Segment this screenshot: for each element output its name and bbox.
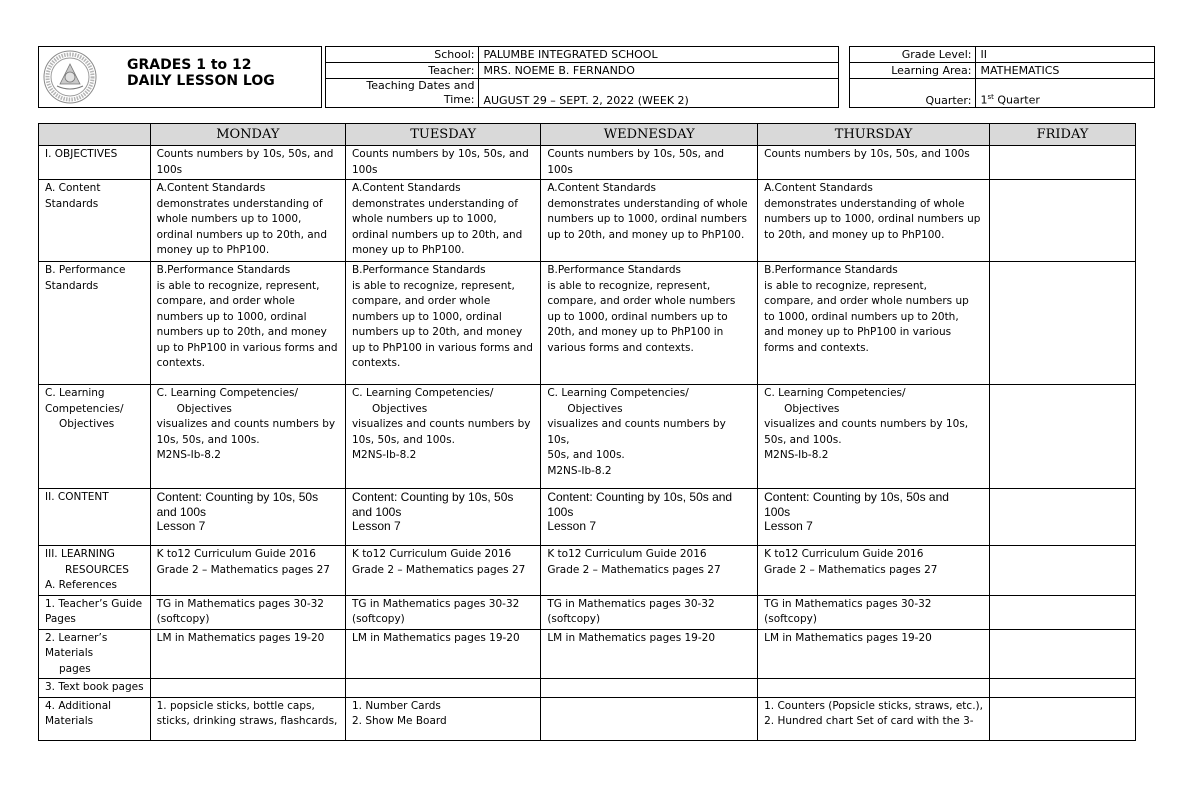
label-line: A. References: [45, 579, 118, 591]
row-label: I. OBJECTIVES: [39, 146, 151, 180]
grade-level-label: Grade Level:: [849, 47, 976, 63]
friday-cell: [989, 697, 1135, 740]
cell-line: ordinal numbers up to 20th, and: [351, 228, 523, 241]
lesson-table: [38, 123, 1136, 741]
wednesday-cell: LM in Mathematics pages 19-20: [541, 629, 758, 679]
cell-line: to 1000, ordinal numbers up to 20th,: [764, 310, 959, 323]
cell-heading: B.Performance Standards: [547, 264, 681, 276]
cell-line: 1. Counters (Popsicle sticks, straws, etc.),: [764, 699, 983, 712]
cell-line: 50s, and 100s.: [764, 433, 842, 446]
label-line: 2. Learner’s: [45, 631, 108, 644]
teaching-dates-label-line-1: Teaching Dates and: [366, 79, 475, 92]
tuesday-cell: [345, 180, 540, 262]
cell-line: Content: Counting by 10s, 50s and: [547, 490, 733, 504]
cell-line: 1. Number Cards: [351, 699, 441, 712]
friday-cell: [989, 146, 1135, 180]
cell-line: visualizes and counts numbers by 10s,: [547, 418, 726, 446]
cell-line: Content: Counting by 10s, 50s: [351, 490, 514, 504]
thursday-cell: LM in Mathematics pages 19-20: [758, 629, 990, 679]
label-line: Materials: [45, 715, 94, 727]
cell-line: Lesson 7: [547, 519, 597, 533]
corner-cell: [39, 124, 151, 146]
monday-cell: [150, 697, 345, 740]
wednesday-cell: [541, 546, 758, 596]
cell-line: Grade 2 – Mathematics pages 27: [351, 563, 526, 576]
tuesday-cell: [345, 595, 540, 629]
quarter-number: 1: [980, 94, 988, 107]
row-label: [39, 629, 151, 679]
row-label: [39, 180, 151, 262]
cell-line: 10s, 50s, and 100s.: [351, 433, 455, 446]
cell-line: compare, and order whole: [351, 295, 491, 307]
monday-cell: [150, 385, 345, 489]
quarter-word: Quarter: [993, 94, 1040, 107]
cell-line: numbers up to 20th, and money: [351, 326, 523, 338]
cell-heading: A.Content Standards: [547, 182, 656, 194]
cell-line: 100s: [351, 163, 378, 176]
tuesday-cell: [345, 679, 540, 698]
cell-line: forms and contexts.: [764, 341, 869, 354]
wednesday-cell: [541, 262, 758, 385]
teaching-dates-value: AUGUST 29 – SEPT. 2, 2022 (WEEK 2): [479, 79, 838, 108]
label-line: C. Learning: [45, 387, 105, 399]
cell-line: numbers up to 1000, ordinal numbers up: [764, 213, 981, 225]
cell-line: Counts numbers by 10s, 50s, and: [351, 148, 529, 160]
tuesday-cell: LM in Mathematics pages 19-20: [345, 629, 540, 679]
competencies-row: [39, 385, 1136, 489]
cell-line: contexts.: [156, 357, 206, 369]
wednesday-cell: [541, 180, 758, 262]
wednesday-cell: [541, 595, 758, 629]
header-gap: [838, 63, 849, 79]
label-line: pages: [59, 662, 91, 675]
header-gap: [838, 47, 849, 63]
row-label: [39, 262, 151, 385]
cell-line: compare, and order whole numbers: [547, 295, 736, 307]
cell-line: numbers up to 20th, and money: [156, 326, 327, 338]
quarter-suffix: st: [987, 93, 994, 102]
cell-line: Grade 2 – Mathematics pages 27: [547, 563, 721, 576]
cell-line: (softcopy): [351, 613, 405, 625]
cell-line: 2. Show Me Board: [351, 715, 447, 727]
title-line-1: GRADES 1 to 12: [127, 57, 252, 73]
cell-line: Lesson 7: [351, 519, 401, 533]
cell-line: M2NS-Ib-8.2: [156, 449, 221, 461]
cell-line: 10s, 50s, and 100s.: [156, 433, 260, 446]
cell-line: (softcopy): [764, 613, 817, 625]
cell-heading: C. Learning Competencies/: [156, 387, 299, 399]
day-header-thursday: THURSDAY: [758, 124, 990, 146]
cell-line: money up to PhP100.: [156, 244, 270, 256]
resources-row: [39, 546, 1136, 596]
cell-line: compare, and order whole: [156, 295, 295, 307]
row-label: [39, 697, 151, 740]
thursday-cell: [758, 262, 990, 385]
monday-cell: [150, 489, 345, 546]
cell-line: compare, and order whole numbers up: [764, 295, 969, 307]
cell-heading: A.Content Standards: [764, 182, 873, 194]
cell-line: up to PhP100 in various forms and: [156, 341, 338, 354]
label-line: III. LEARNING: [45, 548, 115, 560]
friday-cell: [989, 679, 1135, 698]
thursday-cell: [758, 595, 990, 629]
cell-line: is able to recognize, represent,: [547, 279, 711, 292]
cell-heading: C. Learning Competencies/: [764, 387, 906, 399]
thursday-cell: Counts numbers by 10s, 50s, and 100s: [758, 146, 990, 180]
cell-heading: A.Content Standards: [156, 182, 266, 194]
cell-heading: B.Performance Standards: [351, 264, 486, 276]
friday-cell: [989, 629, 1135, 679]
cell-line: TG in Mathematics pages 30-32: [547, 597, 715, 610]
tuesday-cell: [345, 546, 540, 596]
thursday-cell: [758, 546, 990, 596]
cell-line: M2NS-Ib-8.2: [547, 464, 612, 477]
learning-area-label: Learning Area:: [849, 63, 976, 79]
row-label: 3. Text book pages: [39, 679, 151, 698]
label-line: A. Content: [45, 182, 101, 194]
cell-line: demonstrates understanding of whole: [547, 197, 748, 210]
cell-subheading: Objectives: [567, 402, 623, 415]
header-info-table: [325, 46, 1155, 108]
cell-line: K to12 Curriculum Guide 2016: [156, 548, 316, 560]
cell-line: demonstrates understanding of: [156, 197, 323, 210]
cell-line: 100s: [764, 504, 791, 519]
cell-line: 100s: [547, 504, 574, 519]
cell-line: K to12 Curriculum Guide 2016: [764, 548, 924, 560]
cell-subheading: Objectives: [371, 402, 428, 415]
quarter-value: [976, 79, 1155, 108]
wednesday-cell: [541, 489, 758, 546]
wednesday-cell: [541, 697, 758, 740]
monday-cell: [150, 146, 345, 180]
cell-line: 1. popsicle sticks, bottle caps,: [156, 699, 315, 712]
cell-line: Counts numbers by 10s, 50s, and: [156, 148, 334, 160]
cell-line: 2. Hundred chart Set of card with the 3-: [764, 715, 974, 727]
label-line: 1. Teacher’s Guide: [45, 597, 143, 610]
label-line: Competencies/: [45, 402, 124, 415]
performance-standards-row: [39, 262, 1136, 385]
quarter-label: Quarter:: [849, 79, 976, 108]
cell-line: (softcopy): [156, 613, 210, 625]
header-row-teacher: [326, 63, 1155, 79]
day-header-row: [39, 124, 1136, 146]
label-line: Standards: [45, 197, 99, 210]
cell-line: whole numbers up to 1000,: [156, 213, 302, 225]
cell-line: up to PhP100 in various forms and: [351, 341, 533, 354]
cell-line: and 100s: [351, 504, 402, 519]
teaching-dates-label: [326, 79, 479, 108]
cell-line: M2NS-Ib-8.2: [764, 449, 829, 461]
label-line: Objectives: [59, 418, 115, 430]
label-line: RESOURCES: [65, 563, 129, 576]
content-standards-row: [39, 180, 1136, 262]
cell-line: Content: Counting by 10s, 50s and: [764, 490, 949, 504]
cell-line: Content: Counting by 10s, 50s: [156, 490, 319, 504]
cell-line: TG in Mathematics pages 30-32: [156, 597, 324, 610]
school-value: PALUMBE INTEGRATED SCHOOL: [479, 47, 838, 63]
cell-line: Lesson 7: [764, 519, 813, 533]
teacher-label: Teacher:: [326, 63, 479, 79]
cell-line: K to12 Curriculum Guide 2016: [351, 548, 512, 560]
header-row-school: [326, 47, 1155, 63]
cell-line: money up to PhP100.: [351, 244, 465, 256]
cell-line: 20th, and money up to PhP100 in: [547, 326, 724, 338]
cell-line: K to12 Curriculum Guide 2016: [547, 548, 707, 560]
cell-subheading: Objectives: [784, 402, 840, 415]
cell-line: is able to recognize, represent,: [764, 279, 927, 292]
label-line: Pages: [45, 613, 76, 625]
cell-line: Lesson 7: [156, 519, 206, 533]
cell-line: Grade 2 – Mathematics pages 27: [764, 563, 938, 576]
additional-materials-row: [39, 697, 1136, 740]
thursday-cell: [758, 679, 990, 698]
monday-cell: [150, 262, 345, 385]
friday-cell: [989, 180, 1135, 262]
friday-cell: [989, 385, 1135, 489]
title-line-2: DAILY LESSON LOG: [127, 73, 275, 89]
monday-cell: [150, 679, 345, 698]
cell-line: visualizes and counts numbers by: [156, 418, 336, 430]
cell-line: numbers up to 1000, ordinal: [351, 310, 502, 323]
teacher-value: MRS. NOEME B. FERNANDO: [479, 63, 838, 79]
learning-area-value: MATHEMATICS: [976, 63, 1155, 79]
cell-line: sticks, drinking straws, flashcards,: [156, 715, 338, 727]
cell-line: up to 20th, and money up to PhP100.: [547, 228, 745, 241]
label-line: 4. Additional: [45, 699, 112, 712]
monday-cell: LM in Mathematics pages 19-20: [150, 629, 345, 679]
cell-line: (softcopy): [547, 613, 601, 625]
header-row-dates: [326, 79, 1155, 108]
cell-line: is able to recognize, represent,: [351, 279, 515, 292]
cell-line: contexts.: [351, 357, 401, 369]
friday-cell: [989, 489, 1135, 546]
day-header-tuesday: TUESDAY: [345, 124, 540, 146]
cell-line: demonstrates understanding of whole: [764, 197, 965, 210]
cell-line: 50s, and 100s.: [547, 449, 625, 461]
cell-line: whole numbers up to 1000,: [351, 213, 497, 225]
monday-cell: [150, 546, 345, 596]
deped-seal-icon: [43, 50, 97, 104]
cell-line: TG in Mathematics pages 30-32: [351, 597, 520, 610]
cell-line: 100s: [156, 163, 183, 176]
tuesday-cell: [345, 385, 540, 489]
tuesday-cell: [345, 697, 540, 740]
cell-line: up to 1000, ordinal numbers up to: [547, 310, 728, 323]
row-label: [39, 546, 151, 596]
cell-heading: C. Learning Competencies/: [351, 387, 494, 399]
thursday-cell: [758, 385, 990, 489]
textbook-row: [39, 679, 1136, 698]
cell-heading: C. Learning Competencies/: [547, 387, 689, 399]
cell-line: various forms and contexts.: [547, 341, 694, 354]
title-block: [38, 46, 322, 108]
label-line: Materials: [45, 647, 94, 659]
cell-line: numbers up to 1000, ordinal numbers: [547, 213, 747, 225]
friday-cell: [989, 546, 1135, 596]
content-row: [39, 489, 1136, 546]
cell-line: to 20th, and money up to PhP100.: [764, 228, 945, 241]
cell-line: visualizes and counts numbers by 10s,: [764, 418, 969, 430]
wednesday-cell: [541, 679, 758, 698]
day-header-monday: MONDAY: [150, 124, 345, 146]
cell-subheading: Objectives: [176, 402, 232, 415]
cell-heading: B.Performance Standards: [764, 264, 898, 276]
cell-line: and money up to PhP100 in various: [764, 326, 952, 338]
document-title: [127, 57, 275, 89]
row-label: II. CONTENT: [39, 489, 151, 546]
cell-line: M2NS-Ib-8.2: [351, 449, 417, 461]
tuesday-cell: [345, 262, 540, 385]
day-header-friday: FRIDAY: [989, 124, 1135, 146]
wednesday-cell: Counts numbers by 10s, 50s, and 100s: [541, 146, 758, 180]
tuesday-cell: [345, 146, 540, 180]
monday-cell: [150, 180, 345, 262]
thursday-cell: [758, 180, 990, 262]
cell-line: and 100s: [156, 504, 207, 519]
row-label: [39, 595, 151, 629]
cell-line: is able to recognize, represent,: [156, 279, 320, 292]
label-line: B. Performance: [45, 264, 126, 276]
cell-line: TG in Mathematics pages 30-32: [764, 597, 932, 610]
cell-heading: B.Performance Standards: [156, 264, 291, 276]
row-label: [39, 385, 151, 489]
friday-cell: [989, 595, 1135, 629]
day-header-wednesday: WEDNESDAY: [541, 124, 758, 146]
friday-cell: [989, 262, 1135, 385]
objectives-row: [39, 146, 1136, 180]
thursday-cell: [758, 697, 990, 740]
cell-line: Grade 2 – Mathematics pages 27: [156, 563, 330, 576]
cell-line: demonstrates understanding of: [351, 197, 518, 210]
learners-materials-row: [39, 629, 1136, 679]
monday-cell: [150, 595, 345, 629]
cell-heading: A.Content Standards: [351, 182, 461, 194]
label-line: Standards: [45, 279, 99, 292]
school-label: School:: [326, 47, 479, 63]
header-gap: [838, 79, 849, 108]
tuesday-cell: [345, 489, 540, 546]
cell-line: visualizes and counts numbers by: [351, 418, 531, 430]
cell-line: numbers up to 1000, ordinal: [156, 310, 307, 323]
wednesday-cell: [541, 385, 758, 489]
thursday-cell: [758, 489, 990, 546]
teachers-guide-row: [39, 595, 1136, 629]
grade-level-value: II: [976, 47, 1155, 63]
cell-line: ordinal numbers up to 20th, and: [156, 228, 327, 241]
teaching-dates-label-line-2: Time:: [443, 93, 475, 106]
